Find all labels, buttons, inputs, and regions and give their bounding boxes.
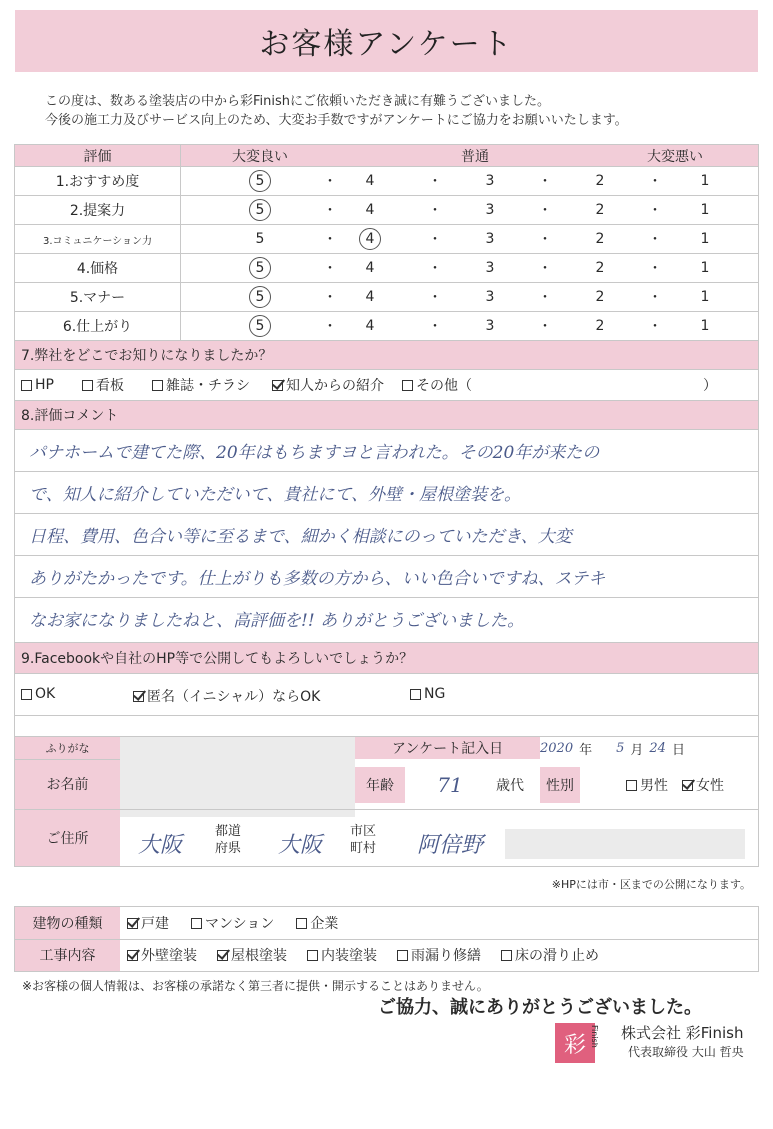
rating-value-1[interactable] bbox=[685, 196, 725, 224]
dot-separator: ・ bbox=[648, 174, 662, 190]
comment-line bbox=[15, 471, 758, 513]
work-option[interactable] bbox=[307, 945, 377, 965]
rating-number: 5 bbox=[255, 231, 265, 247]
comment-line bbox=[15, 513, 758, 555]
day-unit: 日 bbox=[671, 742, 685, 758]
comment-text: パナホームで建てた際、20年はもちますヨと言われた。その20年が来たの bbox=[29, 443, 600, 463]
rating-header-label: 評価 bbox=[83, 148, 112, 165]
checkbox-icon[interactable] bbox=[626, 780, 637, 791]
rating-value-1[interactable] bbox=[685, 254, 725, 282]
pref-value: 大阪 bbox=[137, 832, 182, 858]
q7-section bbox=[14, 341, 759, 401]
rating-number: 4 bbox=[365, 318, 375, 334]
gender-option[interactable] bbox=[626, 775, 668, 795]
pref-unit-bottom: 府県 bbox=[215, 841, 242, 856]
q8-section bbox=[14, 401, 759, 643]
rating-value-2[interactable] bbox=[580, 196, 620, 224]
dot-separator: ・ bbox=[538, 232, 552, 248]
dot-separator: ・ bbox=[428, 319, 442, 335]
rating-item-label: 1.おすすめ度 bbox=[55, 174, 140, 190]
selected-circle: 5 bbox=[249, 286, 271, 308]
dot-separator: ・ bbox=[538, 290, 552, 306]
rating-number: 4 bbox=[365, 173, 375, 189]
rating-number: 3 bbox=[485, 289, 495, 305]
checkbox-icon[interactable] bbox=[127, 950, 138, 961]
rating-number: 1 bbox=[700, 173, 710, 189]
address-redacted bbox=[505, 829, 745, 859]
rating-value-3[interactable] bbox=[470, 312, 510, 340]
dot-separator: ・ bbox=[323, 261, 337, 277]
dot-separator: ・ bbox=[538, 174, 552, 190]
city-unit-bottom: 町村 bbox=[350, 841, 377, 856]
rating-value-2[interactable] bbox=[580, 167, 620, 195]
gender-option[interactable] bbox=[682, 775, 724, 795]
rating-value-4[interactable] bbox=[350, 167, 390, 195]
gender-label: 性別 bbox=[540, 767, 580, 803]
city-value: 大阪 bbox=[277, 832, 322, 858]
rating-row bbox=[15, 195, 758, 224]
rating-row bbox=[15, 282, 758, 311]
rating-number: 2 bbox=[595, 173, 605, 189]
building-option[interactable] bbox=[191, 913, 274, 933]
rating-number: 1 bbox=[700, 260, 710, 276]
intro-text bbox=[45, 92, 628, 130]
q7-close-paren: ） bbox=[703, 378, 717, 394]
rating-value-4[interactable] bbox=[350, 225, 390, 253]
dot-separator: ・ bbox=[428, 290, 442, 306]
work-option-label: 外壁塗装 bbox=[141, 948, 197, 964]
q7-option[interactable] bbox=[152, 375, 250, 395]
q9-header bbox=[15, 643, 758, 673]
rating-number: 1 bbox=[700, 231, 710, 247]
rating-number: 3 bbox=[485, 260, 495, 276]
checkbox-icon[interactable] bbox=[21, 380, 32, 391]
date-year: 2020 bbox=[540, 740, 574, 756]
city-unit-top: 市区 bbox=[350, 824, 377, 839]
rating-value-4[interactable] bbox=[350, 254, 390, 282]
building-option[interactable] bbox=[296, 913, 338, 933]
dot-separator: ・ bbox=[648, 290, 662, 306]
rating-number: 3 bbox=[485, 173, 495, 189]
rating-row bbox=[15, 224, 758, 253]
building-option-label: 戸建 bbox=[141, 916, 169, 932]
q7-option[interactable] bbox=[82, 375, 124, 395]
date-label: アンケート記入日 bbox=[355, 737, 540, 759]
comment-text: 日程、費用、色合い等に至るまで、細かく相談にのっていただき、大変 bbox=[29, 527, 572, 547]
rating-number: 3 bbox=[485, 231, 495, 247]
rating-number: 1 bbox=[700, 202, 710, 218]
checkbox-icon[interactable] bbox=[272, 380, 283, 391]
age-label: 年齢 bbox=[355, 767, 405, 803]
checkbox-icon[interactable] bbox=[82, 380, 93, 391]
dot-separator: ・ bbox=[323, 319, 337, 335]
privacy-note: ※お客様の個人情報は、お客様の承諾なく第三者に提供・開示することはありません。 bbox=[22, 979, 489, 993]
rating-value-4[interactable] bbox=[350, 283, 390, 311]
rating-value-2[interactable] bbox=[580, 283, 620, 311]
comment-line bbox=[15, 597, 758, 639]
comment-text: なお家になりましたねと、高評価を!! ありがとうございました。 bbox=[29, 611, 525, 631]
work-option-label: 内装塗装 bbox=[321, 948, 377, 964]
age-unit: 歳代 bbox=[496, 778, 524, 794]
intro-line-2: 今後の施工力及びサービス向上のため、大変お手数ですがアンケートにご協力をお願いいたします。 bbox=[45, 113, 628, 128]
rating-value-3[interactable] bbox=[470, 283, 510, 311]
checkbox-icon[interactable] bbox=[21, 689, 32, 700]
checkbox-icon[interactable] bbox=[682, 780, 693, 791]
q7-option[interactable] bbox=[21, 377, 54, 393]
work-option[interactable] bbox=[217, 945, 287, 965]
rating-value-5[interactable] bbox=[240, 312, 280, 340]
rating-value-3[interactable] bbox=[470, 254, 510, 282]
q7-options bbox=[15, 369, 758, 400]
building-option-label: マンション bbox=[205, 916, 275, 932]
rating-value-4[interactable] bbox=[350, 312, 390, 340]
rating-value-2[interactable] bbox=[580, 312, 620, 340]
q8-header bbox=[15, 401, 758, 429]
gender-option-label: 女性 bbox=[696, 778, 724, 794]
checkbox-icon[interactable] bbox=[191, 918, 202, 929]
dot-separator: ・ bbox=[648, 261, 662, 277]
selected-circle: 5 bbox=[249, 199, 271, 221]
building-option[interactable] bbox=[127, 913, 169, 933]
date-day: 24 bbox=[649, 740, 666, 756]
rating-header-best: 大変良い bbox=[232, 148, 288, 165]
rating-number: 2 bbox=[595, 202, 605, 218]
age-value: 71 bbox=[437, 773, 463, 797]
rating-number: 2 bbox=[595, 289, 605, 305]
dot-separator: ・ bbox=[648, 319, 662, 335]
q9-question: 9.Facebookや自社のHP等で公開してもよろしいでしょうか？ bbox=[21, 651, 414, 667]
q7-option-label: その他（ bbox=[415, 378, 472, 394]
checkbox-icon[interactable] bbox=[501, 950, 512, 961]
rating-header bbox=[15, 145, 758, 166]
dot-separator: ・ bbox=[323, 174, 337, 190]
hp-note: ※HPには市・区までの公開になります。 bbox=[551, 878, 751, 891]
work-option-label: 屋根塗装 bbox=[231, 948, 287, 964]
comment-line bbox=[15, 555, 758, 597]
q7-option-label: 雑誌・チラシ bbox=[165, 378, 250, 394]
rating-row bbox=[15, 253, 758, 282]
rating-row bbox=[15, 311, 758, 340]
logo-char: 彩 bbox=[563, 1032, 586, 1058]
year-unit: 年 bbox=[579, 742, 593, 758]
checkbox-icon[interactable] bbox=[133, 691, 144, 702]
rating-number: 4 bbox=[365, 260, 375, 276]
dot-separator: ・ bbox=[323, 232, 337, 248]
building-label: 建物の種類 bbox=[32, 916, 103, 932]
rating-number: 2 bbox=[595, 231, 605, 247]
q7-question: 7.弊社をどこでお知りになりましたか？ bbox=[21, 348, 273, 364]
dot-separator: ・ bbox=[648, 203, 662, 219]
rating-value-2[interactable] bbox=[580, 225, 620, 253]
address-label: ご住所 bbox=[46, 831, 89, 847]
checkbox-icon[interactable] bbox=[410, 689, 421, 700]
building-option-label: 企業 bbox=[310, 916, 339, 932]
checkbox-icon[interactable] bbox=[402, 380, 413, 391]
rating-number: 4 bbox=[365, 202, 375, 218]
rating-number: 1 bbox=[700, 289, 710, 305]
rating-item-label: 4.価格 bbox=[76, 261, 119, 277]
q9-option-label: OK bbox=[35, 686, 56, 702]
selected-circle: 5 bbox=[249, 315, 271, 337]
checkbox-icon[interactable] bbox=[307, 950, 318, 961]
month-unit: 月 bbox=[630, 742, 644, 758]
rating-item-label: 3.コミュニケーション力 bbox=[43, 235, 152, 247]
q9-option[interactable] bbox=[410, 686, 445, 702]
dot-separator: ・ bbox=[323, 203, 337, 219]
q9-options bbox=[15, 673, 758, 715]
logo-sub: Finish bbox=[590, 1025, 599, 1048]
comment-text: で、知人に紹介していただいて、貴社にて、外壁・屋根塗装を。 bbox=[29, 485, 521, 505]
rating-value-2[interactable] bbox=[580, 254, 620, 282]
rating-value-5[interactable] bbox=[240, 225, 280, 253]
q9-section bbox=[14, 643, 759, 737]
company-logo bbox=[555, 1023, 595, 1063]
q9-option[interactable] bbox=[133, 686, 320, 706]
dot-separator: ・ bbox=[538, 203, 552, 219]
rating-header-mid: 普通 bbox=[461, 148, 489, 165]
q8-question: 8.評価コメント bbox=[21, 408, 119, 424]
q9-option[interactable] bbox=[21, 686, 55, 702]
work-label: 工事内容 bbox=[39, 948, 96, 964]
rating-value-1[interactable] bbox=[685, 225, 725, 253]
q7-option[interactable] bbox=[272, 375, 384, 395]
gender-option-label: 男性 bbox=[640, 778, 668, 794]
rating-value-4[interactable] bbox=[350, 196, 390, 224]
rating-header-worst: 大変悪い bbox=[647, 148, 703, 165]
dot-separator: ・ bbox=[428, 174, 442, 190]
dot-separator: ・ bbox=[428, 203, 442, 219]
rating-number: 3 bbox=[485, 202, 495, 218]
name-redacted bbox=[120, 737, 355, 817]
rating-table bbox=[14, 144, 759, 341]
comment-text: ありがたかったです。仕上がりも多数の方から、いい色合いですね、ステキ bbox=[29, 569, 606, 589]
intro-line-1: この度は、数ある塗装店の中から彩Finishにご依頼いただき誠に有難うございました。 bbox=[45, 94, 551, 109]
company-name: 株式会社 彩Finish bbox=[621, 1024, 744, 1042]
rating-value-5[interactable] bbox=[240, 283, 280, 311]
rating-number: 2 bbox=[595, 260, 605, 276]
rating-value-1[interactable] bbox=[685, 312, 725, 340]
selected-circle: 5 bbox=[249, 257, 271, 279]
date-month: 5 bbox=[616, 740, 625, 756]
checkbox-icon[interactable] bbox=[152, 380, 163, 391]
profile-section bbox=[14, 737, 759, 867]
company-rep: 代表取締役 大山 哲央 bbox=[628, 1045, 744, 1059]
rating-value-5[interactable] bbox=[240, 196, 280, 224]
checkbox-icon[interactable] bbox=[127, 918, 138, 929]
rating-number: 4 bbox=[365, 289, 375, 305]
q7-option-label: HP bbox=[35, 377, 54, 393]
dot-separator: ・ bbox=[428, 232, 442, 248]
q9-blank-row bbox=[15, 715, 758, 736]
furigana-label: ふりがな bbox=[45, 742, 90, 755]
checkbox-icon[interactable] bbox=[397, 950, 408, 961]
name-label: お名前 bbox=[46, 777, 89, 793]
rating-number: 3 bbox=[485, 318, 495, 334]
q9-option-label: NG bbox=[424, 686, 446, 702]
rating-value-1[interactable] bbox=[685, 167, 725, 195]
q9-option-label: 匿名（イニシャル）ならOK bbox=[147, 689, 321, 705]
rating-value-1[interactable] bbox=[685, 283, 725, 311]
rating-number: 1 bbox=[700, 318, 710, 334]
selected-circle: 5 bbox=[249, 170, 271, 192]
rating-item-label: 6.仕上がり bbox=[62, 319, 133, 335]
dot-separator: ・ bbox=[538, 319, 552, 335]
q7-option-label: 知人からの紹介 bbox=[285, 378, 384, 394]
dot-separator: ・ bbox=[538, 261, 552, 277]
rating-value-3[interactable] bbox=[470, 167, 510, 195]
rating-value-5[interactable] bbox=[240, 254, 280, 282]
q7-option[interactable] bbox=[402, 375, 472, 395]
rating-value-3[interactable] bbox=[470, 225, 510, 253]
rating-item-label: 5.マナー bbox=[69, 290, 126, 306]
work-option-label: 雨漏り修繕 bbox=[411, 948, 481, 964]
rating-value-3[interactable] bbox=[470, 196, 510, 224]
rating-row bbox=[15, 166, 758, 195]
checkbox-icon[interactable] bbox=[217, 950, 228, 961]
work-option-label: 床の滑り止め bbox=[515, 948, 599, 964]
q7-header bbox=[15, 341, 758, 369]
comment-line bbox=[15, 429, 758, 471]
dot-separator: ・ bbox=[648, 232, 662, 248]
selected-circle: 4 bbox=[359, 228, 381, 250]
rating-item-label: 2.提案力 bbox=[69, 203, 126, 219]
rating-number: 2 bbox=[595, 318, 605, 334]
q7-option-label: 看板 bbox=[95, 378, 124, 394]
work-option[interactable] bbox=[501, 945, 599, 965]
work-option[interactable] bbox=[397, 945, 481, 965]
dot-separator: ・ bbox=[428, 261, 442, 277]
pref-unit-top: 都道 bbox=[215, 824, 242, 839]
checkbox-icon[interactable] bbox=[296, 918, 307, 929]
work-option[interactable] bbox=[127, 945, 197, 965]
rating-value-5[interactable] bbox=[240, 167, 280, 195]
town-value: 阿倍野 bbox=[416, 832, 483, 858]
title-bar bbox=[15, 10, 758, 72]
building-section bbox=[14, 906, 759, 972]
thanks-text: ご協力、誠にありがとうございました。 bbox=[378, 997, 702, 1018]
dot-separator: ・ bbox=[323, 290, 337, 306]
page-title: お客様アンケート bbox=[259, 27, 514, 62]
